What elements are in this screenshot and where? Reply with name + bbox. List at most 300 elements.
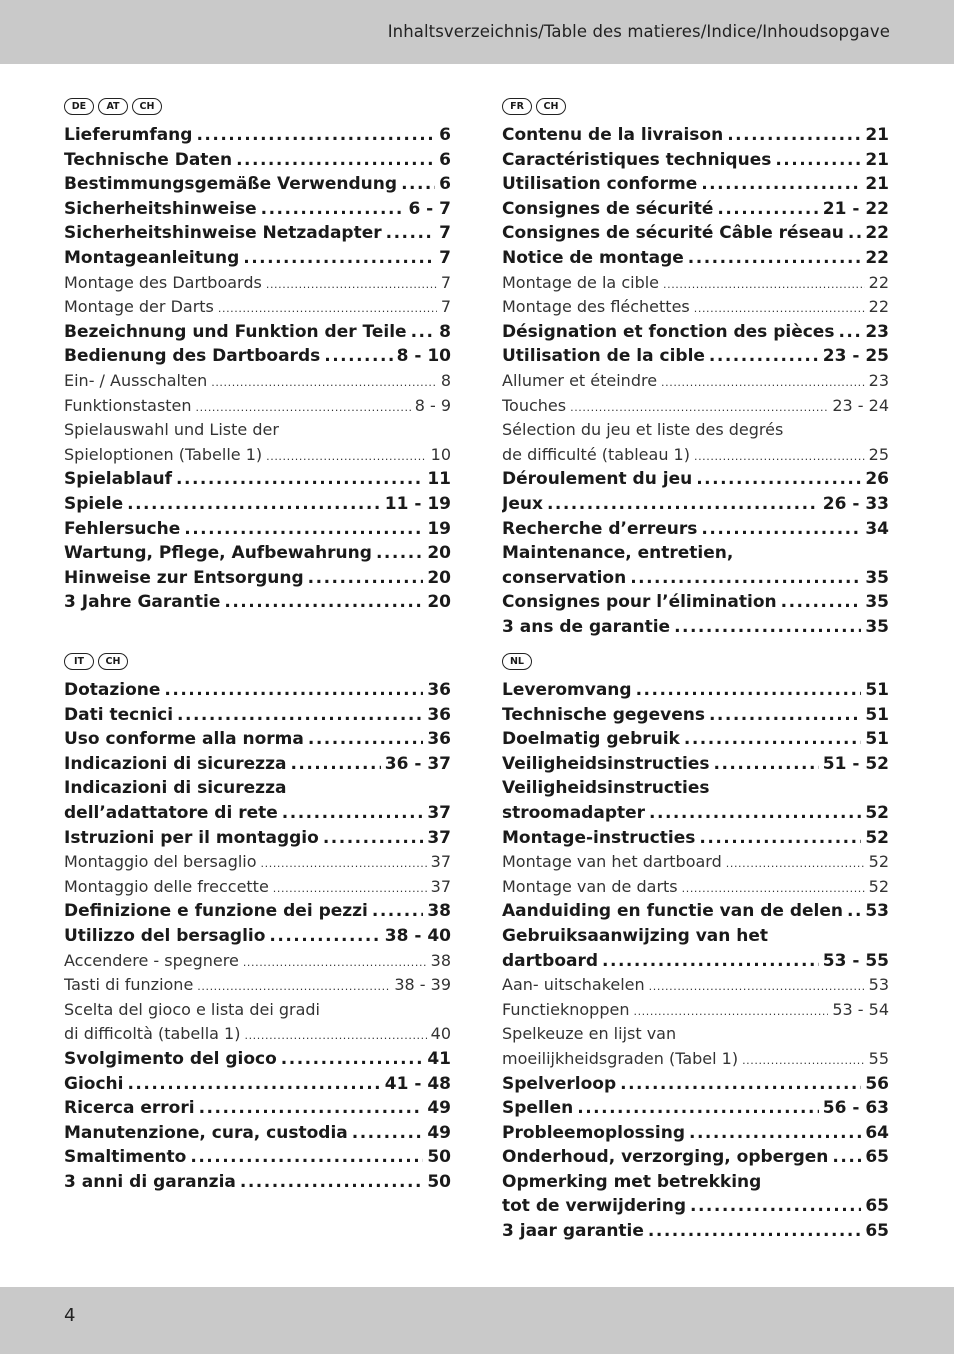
toc-entry-page: 38 - 40	[384, 925, 451, 946]
toc-entry-page: 6	[439, 174, 451, 195]
dot-leader	[701, 519, 861, 539]
toc-entries	[64, 680, 451, 1196]
toc-entry-page: 8 - 9	[414, 395, 451, 415]
toc-entry[interactable]	[64, 223, 451, 248]
toc-entry-label: Désignation et fonction des pièces	[502, 321, 835, 342]
dot-leader	[308, 568, 424, 588]
toc-entry-page: 53	[868, 975, 889, 995]
toc-entry-label: Montage der Darts	[64, 297, 214, 317]
toc-entry-label: Bezeichnung und Funktion der Teile	[64, 321, 407, 342]
toc-entry-label: Tasti di funzione	[64, 975, 194, 995]
toc-entry-label: de difficulté (tableau 1)	[502, 444, 690, 464]
toc-entry[interactable]	[64, 150, 451, 175]
dot-leader	[577, 1098, 819, 1118]
dot-leader	[709, 705, 861, 725]
toc-entry-page: 21	[865, 125, 889, 145]
toc-entry[interactable]	[502, 223, 889, 248]
language-badges	[502, 647, 889, 675]
dot-leader	[127, 1074, 380, 1094]
dot-leader	[240, 1172, 423, 1192]
toc-entry[interactable]	[502, 150, 889, 175]
dot-leader	[847, 901, 861, 921]
toc-entry-label: di difficoltà (tabella 1)	[64, 1024, 241, 1044]
dot-leader	[164, 680, 423, 700]
toc-entry[interactable]	[502, 174, 889, 199]
toc-entry-label: Aan- uitschakelen	[502, 975, 645, 995]
toc-entry-page: 41	[427, 1048, 451, 1069]
dot-leader	[620, 1074, 861, 1094]
dot-leader	[352, 1123, 424, 1143]
toc-entries	[502, 680, 889, 1246]
dot-leader	[196, 125, 435, 145]
toc-entry[interactable]	[64, 926, 451, 951]
toc-entry-label: 3 anni di garanzia	[64, 1171, 236, 1192]
toc-entry[interactable]	[502, 1049, 889, 1074]
dot-leader	[838, 322, 861, 342]
toc-entry-page: 38	[427, 901, 451, 922]
toc-entry[interactable]	[502, 469, 889, 494]
toc-entry[interactable]	[502, 901, 889, 926]
toc-entry-label: Technische gegevens	[502, 704, 705, 725]
toc-entry-page: 50	[427, 1171, 451, 1192]
dot-leader	[696, 469, 861, 489]
dot-leader	[176, 469, 423, 489]
dot-leader	[224, 592, 423, 612]
toc-entries	[64, 125, 451, 617]
toc-entry-label: Notice de montage	[502, 247, 684, 268]
toc-entry-page: 56 - 63	[822, 1098, 889, 1119]
toc-entry-page: 6 - 7	[408, 198, 451, 219]
dot-leader	[570, 401, 828, 414]
toc-entry-label: Wartung, Pflege, Aufbewahrung	[64, 543, 372, 564]
toc-entry-label: Svolgimento del gioco	[64, 1048, 277, 1069]
toc-entry[interactable]	[502, 199, 889, 224]
toc-entry-page: 49	[427, 1122, 451, 1143]
toc-entry-page: 52	[865, 827, 889, 848]
toc-section-nl	[502, 647, 889, 1246]
toc-entry-page: 52	[868, 876, 889, 896]
dot-leader	[684, 729, 861, 749]
dot-leader	[218, 302, 437, 315]
toc-entry[interactable]	[64, 174, 451, 199]
toc-entry[interactable]	[64, 803, 451, 828]
toc-entry[interactable]	[64, 705, 451, 730]
language-badges	[64, 647, 451, 675]
toc-entry[interactable]	[64, 592, 451, 617]
toc-entry-label: Spellen	[502, 1098, 574, 1119]
toc-entry-page: 21	[865, 149, 889, 170]
toc-entry[interactable]	[64, 371, 451, 396]
country-badge-nl: NL	[502, 653, 532, 670]
dot-leader	[266, 278, 437, 291]
toc-entry[interactable]	[64, 1123, 451, 1148]
toc-entry-page: 26	[865, 469, 889, 490]
toc-entry-page: 65	[865, 1196, 889, 1217]
toc-entry[interactable]	[502, 592, 889, 617]
toc-entry[interactable]	[502, 975, 889, 1000]
toc-entry-label: Manutenzione, cura, custodia	[64, 1122, 348, 1143]
dot-leader	[690, 1196, 861, 1216]
toc-entry[interactable]	[502, 1221, 889, 1246]
page-footer	[0, 1287, 954, 1354]
toc-entry[interactable]	[502, 754, 889, 779]
toc-entry-label: Scelta del gioco e lista dei gradi	[64, 999, 320, 1019]
dot-leader	[197, 980, 390, 993]
dot-leader	[689, 1123, 861, 1143]
dot-leader	[243, 248, 435, 268]
toc-entry[interactable]	[64, 396, 451, 421]
toc-entry[interactable]	[502, 519, 889, 544]
dot-leader	[602, 951, 819, 971]
toc-entry[interactable]	[64, 828, 451, 853]
toc-entry-label: Giochi	[64, 1073, 124, 1094]
toc-entry[interactable]	[64, 975, 451, 1000]
dot-leader	[184, 519, 423, 539]
toc-entry-page: 11	[427, 469, 451, 490]
toc-entry-label: Recherche d’erreurs	[502, 518, 698, 539]
toc-entry[interactable]	[502, 1024, 889, 1049]
toc-entry[interactable]	[502, 951, 889, 976]
toc-entry[interactable]	[64, 519, 451, 544]
toc-entry-label: Aanduiding en functie van de delen	[502, 901, 843, 922]
dot-leader	[726, 857, 865, 870]
dot-leader	[261, 199, 405, 219]
toc-entry[interactable]	[502, 705, 889, 730]
toc-entry[interactable]	[64, 1000, 451, 1025]
toc-entry-label: conservation	[502, 567, 627, 588]
toc-entry[interactable]	[502, 568, 889, 593]
toc-entry[interactable]	[64, 568, 451, 593]
toc-entry-label: moeilijkheidsgraden (Tabel 1)	[502, 1048, 739, 1068]
toc-entry-page: 7	[440, 272, 451, 292]
toc-entry-page: 36	[427, 729, 451, 750]
toc-entry-label: Veiligheidsinstructies	[502, 778, 710, 799]
toc-entry[interactable]	[64, 346, 451, 371]
dot-leader	[244, 1029, 426, 1042]
toc-entry-label: 3 jaar garantie	[502, 1221, 644, 1242]
toc-entry-page: 20	[427, 567, 451, 588]
toc-entry[interactable]	[64, 901, 451, 926]
dot-leader	[633, 1005, 828, 1018]
toc-entry[interactable]	[502, 778, 889, 803]
toc-entry-label: Istruzioni per il montaggio	[64, 827, 319, 848]
dot-leader	[674, 617, 861, 637]
toc-entry[interactable]	[502, 248, 889, 273]
toc-entry-page: 65	[865, 1147, 889, 1168]
toc-entry[interactable]	[502, 803, 889, 828]
toc-entry-label: Montaggio del bersaglio	[64, 852, 257, 872]
toc-entry-label: Uso conforme alla norma	[64, 729, 304, 750]
toc-entry[interactable]	[64, 680, 451, 705]
toc-entry-page: 49	[427, 1098, 451, 1119]
toc-entry-page: 35	[865, 616, 889, 637]
toc-entry-label: stroomadapter	[502, 802, 646, 823]
toc-entry-label: dartboard	[502, 950, 599, 971]
toc-entry-page: 50	[427, 1147, 451, 1168]
dot-leader	[386, 223, 436, 243]
toc-entry[interactable]	[502, 445, 889, 470]
toc-entry-label: Funktionstasten	[64, 395, 192, 415]
dot-leader	[282, 803, 424, 823]
toc-entries	[502, 125, 889, 641]
dot-leader	[177, 705, 423, 725]
dot-leader	[324, 346, 392, 366]
toc-entry-label: Onderhoud, verzorging, opbergen	[502, 1147, 829, 1168]
toc-entry-page: 53 - 55	[822, 950, 889, 971]
toc-entry[interactable]	[64, 1074, 451, 1099]
toc-entry-label: Spielablauf	[64, 469, 173, 490]
toc-entry-page: 10	[430, 444, 451, 464]
toc-entry[interactable]	[502, 1098, 889, 1123]
toc-entry[interactable]	[64, 754, 451, 779]
dot-leader	[699, 828, 861, 848]
toc-entry-page: 26 - 33	[822, 493, 889, 514]
toc-entry-page: 64	[865, 1122, 889, 1143]
country-badge-ch: CH	[536, 98, 566, 115]
toc-entry[interactable]	[502, 852, 889, 877]
dot-leader	[376, 543, 423, 563]
toc-entry-page: 65	[865, 1221, 889, 1242]
toc-entry-page: 55	[868, 1048, 889, 1068]
toc-entry[interactable]	[64, 445, 451, 470]
toc-entry-label: Spiele	[64, 493, 124, 514]
toc-entry-label: Allumer et éteindre	[502, 370, 658, 390]
toc-entry-label: Doelmatig gebruik	[502, 729, 680, 750]
toc-entry[interactable]	[502, 926, 889, 951]
toc-entry[interactable]	[64, 778, 451, 803]
toc-entry-label: Spieloptionen (Tabelle 1)	[64, 444, 263, 464]
dot-leader	[649, 980, 865, 993]
toc-entry[interactable]	[64, 469, 451, 494]
dot-leader	[694, 302, 865, 315]
toc-entry-page: 37	[427, 827, 451, 848]
dot-leader	[401, 174, 435, 194]
dot-leader	[281, 1049, 424, 1069]
dot-leader	[273, 882, 427, 895]
toc-entry-label: Gebruiksaanwijzing van het	[502, 925, 769, 946]
dot-leader	[709, 346, 819, 366]
country-badge-fr: FR	[502, 98, 532, 115]
toc-entry[interactable]	[502, 322, 889, 347]
dot-leader	[199, 1098, 424, 1118]
dot-leader	[727, 125, 861, 145]
page-header	[0, 0, 954, 64]
dot-leader	[196, 401, 411, 414]
toc-entry-label: Montage des fléchettes	[502, 297, 690, 317]
toc-entry[interactable]	[502, 543, 889, 568]
toc-entry[interactable]	[502, 1000, 889, 1025]
toc-entry[interactable]	[64, 248, 451, 273]
toc-entry-label: Dati tecnici	[64, 704, 174, 725]
toc-entry[interactable]	[64, 951, 451, 976]
language-badges	[64, 92, 451, 120]
toc-entry-page: 25	[868, 444, 889, 464]
toc-entry-label: Definizione e funzione dei pezzi	[64, 901, 368, 922]
toc-entry-label: Indicazioni di sicurezza	[64, 753, 287, 774]
dot-leader	[190, 1147, 423, 1167]
toc-entry-label: tot de verwijdering	[502, 1196, 687, 1217]
toc-entry-page: 23 - 25	[822, 346, 889, 367]
country-badge-ch: CH	[132, 98, 162, 115]
toc-entry-label: Dotazione	[64, 680, 161, 700]
toc-entry[interactable]	[64, 199, 451, 224]
dot-leader	[682, 882, 865, 895]
dot-leader	[211, 376, 437, 389]
toc-entry-label: Montage van de darts	[502, 876, 678, 896]
toc-entry-page: 21	[865, 174, 889, 195]
toc-entry-page: 22	[865, 247, 889, 268]
toc-entry[interactable]	[502, 346, 889, 371]
toc-entry-page: 38 - 39	[394, 975, 451, 995]
toc-entry[interactable]	[502, 828, 889, 853]
toc-entry-page: 22	[865, 223, 889, 244]
dot-leader	[308, 729, 423, 749]
toc-entry-page: 37	[430, 876, 451, 896]
toc-entry-label: Smaltimento	[64, 1147, 187, 1168]
toc-entry-page: 40	[430, 1024, 451, 1044]
toc-entry-label: Déroulement du jeu	[502, 469, 693, 490]
toc-entry[interactable]	[502, 273, 889, 298]
header-title: Inhaltsverzeichnis/Table des matieres/Indice/Inhoudsopgave	[387, 22, 890, 41]
toc-section-de	[64, 92, 451, 617]
toc-entry-page: 8	[439, 321, 451, 342]
toc-entry[interactable]	[64, 1049, 451, 1074]
toc-entry-label: Utilizzo del bersaglio	[64, 925, 266, 946]
toc-entry-label: Maintenance, entretien,	[502, 543, 734, 564]
toc-entry-label: Bedienung des Dartboards	[64, 346, 321, 367]
toc-entry[interactable]	[502, 297, 889, 322]
toc-entry-page: 7	[439, 223, 451, 244]
toc-entry-label: Sicherheitshinweise Netzadapter	[64, 223, 382, 244]
toc-entry[interactable]	[64, 877, 451, 902]
toc-entry[interactable]	[502, 420, 889, 445]
dot-leader	[411, 322, 436, 342]
dot-leader	[547, 494, 819, 514]
toc-entry-label: Montage des Dartboards	[64, 272, 262, 292]
toc-entry[interactable]	[502, 494, 889, 519]
toc-entry-page: 53 - 54	[832, 999, 889, 1019]
toc-entry[interactable]	[64, 1024, 451, 1049]
dot-leader	[714, 754, 819, 774]
toc-entry-page: 51 - 52	[822, 753, 889, 774]
dot-leader	[781, 592, 862, 612]
toc-entry-page: 37	[430, 852, 451, 872]
toc-entry[interactable]	[502, 396, 889, 421]
toc-section-fr	[502, 92, 889, 641]
dot-leader	[323, 828, 424, 848]
country-badge-at: AT	[98, 98, 128, 115]
toc-entry-page: 37	[427, 802, 451, 823]
toc-entry[interactable]	[64, 729, 451, 754]
toc-entry-page: 22	[868, 272, 889, 292]
toc-entry-label: Sicherheitshinweise	[64, 198, 257, 219]
toc-entry[interactable]	[502, 1123, 889, 1148]
toc-entry-label: Accendere - spegnere	[64, 950, 239, 970]
dot-leader	[688, 248, 862, 268]
toc-entry[interactable]	[64, 1098, 451, 1123]
toc-entry[interactable]	[64, 852, 451, 877]
toc-entry[interactable]	[64, 1172, 451, 1197]
toc-entry[interactable]	[64, 125, 451, 150]
dot-leader	[236, 150, 435, 170]
toc-entry[interactable]	[64, 322, 451, 347]
toc-entry[interactable]	[64, 543, 451, 568]
toc-entry-label: Ricerca errori	[64, 1098, 195, 1119]
toc-entry-page: 51	[865, 680, 889, 700]
toc-entry[interactable]	[502, 1196, 889, 1221]
toc-entry-label: Spelkeuze en lijst van	[502, 1024, 677, 1044]
toc-entry[interactable]	[502, 1074, 889, 1099]
toc-entry[interactable]	[502, 1147, 889, 1172]
toc-entry-page: 34	[865, 518, 889, 539]
dot-leader	[372, 901, 423, 921]
toc-entry[interactable]	[64, 273, 451, 298]
toc-entry[interactable]	[502, 125, 889, 150]
dot-leader	[694, 450, 865, 463]
toc-entry[interactable]	[502, 729, 889, 754]
toc-entry-label: Leveromvang	[502, 680, 632, 700]
dot-leader	[649, 803, 861, 823]
dot-leader	[636, 680, 862, 700]
toc-entry[interactable]	[64, 1147, 451, 1172]
page-number: 4	[64, 1305, 76, 1326]
toc-entry-page: 36	[427, 704, 451, 725]
toc-entry-label: Consignes de sécurité	[502, 198, 714, 219]
toc-entry-label: Montage-instructies	[502, 827, 696, 848]
toc-entry[interactable]	[502, 617, 889, 642]
toc-entry[interactable]	[64, 420, 451, 445]
toc-entry[interactable]	[502, 1172, 889, 1197]
toc-entry-label: Opmerking met betrekking	[502, 1171, 762, 1192]
toc-entry-label: Sélection du jeu et liste des degrés	[502, 420, 784, 440]
toc-entry-label: Utilisation conforme	[502, 174, 698, 195]
toc-entry-label: Consignes de sécurité Câble réseau	[502, 223, 844, 244]
toc-entry-label: Indicazioni di sicurezza	[64, 778, 287, 799]
toc-entry[interactable]	[64, 297, 451, 322]
toc-entry-label: Montage de la cible	[502, 272, 660, 292]
toc-entry-page: 41 - 48	[384, 1073, 451, 1094]
toc-entry-label: Jeux	[502, 493, 543, 514]
toc-entry-page: 7	[439, 247, 451, 268]
toc-entry-label: Montaggio delle freccette	[64, 876, 269, 896]
toc-entry-label: Hinweise zur Entsorgung	[64, 567, 304, 588]
country-badge-de: DE	[64, 98, 94, 115]
dot-leader	[701, 174, 861, 194]
toc-entry[interactable]	[502, 371, 889, 396]
dot-leader	[717, 199, 818, 219]
dot-leader	[243, 956, 427, 969]
country-badge-it: IT	[64, 653, 94, 670]
toc-entry-page: 7	[440, 297, 451, 317]
toc-entry-label: Probleemoplossing	[502, 1122, 685, 1143]
toc-entry-label: Spelverloop	[502, 1073, 617, 1094]
dot-leader	[630, 568, 861, 588]
toc-entry[interactable]	[502, 877, 889, 902]
toc-entry-page: 56	[865, 1073, 889, 1094]
dot-leader	[661, 376, 865, 389]
toc-entry-label: Veiligheidsinstructies	[502, 753, 710, 774]
toc-entry[interactable]	[64, 494, 451, 519]
toc-entry-page: 23	[868, 370, 889, 390]
toc-entry-page: 11 - 19	[384, 493, 451, 514]
toc-entry-page: 52	[868, 852, 889, 872]
toc-entry-label: Lieferumfang	[64, 125, 193, 145]
toc-entry[interactable]	[502, 680, 889, 705]
toc-entry-page: 51	[865, 704, 889, 725]
toc-entry-page: 38	[430, 950, 451, 970]
toc-entry-label: Montage van het dartboard	[502, 852, 722, 872]
toc-entry-page: 35	[865, 592, 889, 613]
